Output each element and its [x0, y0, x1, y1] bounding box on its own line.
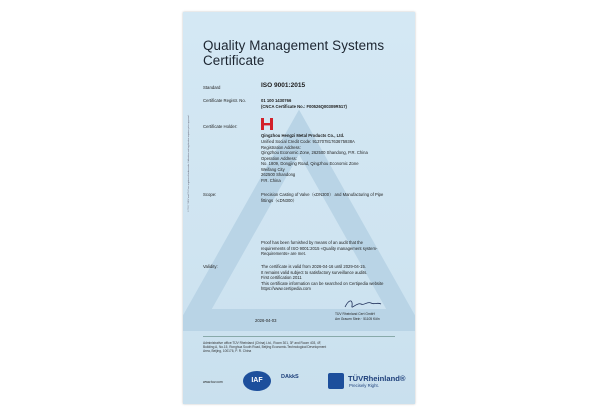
website-text: www.tuv.com: [203, 380, 223, 384]
issuer-line: Am Grauen Stein · 51105 Köln: [335, 317, 380, 321]
registr-value: 01 100 1430766: [261, 98, 292, 103]
footer-line: Administrative office:TÜV Rheinland (China) Ltd., Room 301, 3F and Room 403, 4F,: [203, 341, 322, 345]
validity-line: https://www.certipedia.com: [261, 286, 311, 291]
standard-label: Standard: [203, 85, 221, 90]
holder-line: 262500 Shandong: [261, 172, 296, 177]
footer-line: Building A, No.15, Ronghua South Road, Beijing Economic-Technological Development: [203, 345, 327, 350]
holder-line: P.R. China: [261, 177, 281, 183]
holder-line: Qingzhou Economic Zone, 262500 Shandong, P.R. China: [261, 150, 368, 155]
scope-line: fittings（≤DN300）: [261, 198, 297, 203]
signature-icon: [343, 298, 383, 310]
validity-label: Validity:: [203, 264, 218, 269]
scope-label: Scope:: [203, 192, 217, 197]
validity-line: The certificate is valid from 2026-04-16 until 2029-04-15.: [261, 264, 366, 269]
footer-line: Area, Beijing, 100176, P. R. China: [203, 349, 252, 354]
cnca-value: (CNCA Certificate No.: F00526Q00309R517): [261, 104, 347, 109]
hengzi-logo-icon: [261, 118, 273, 130]
holder-line: Registration Address:: [261, 144, 301, 150]
proof-line: Proof has been furnished by means of an audit that the: [261, 240, 363, 245]
holder-line: Unified Social Credit Code: 91370781763675938A: [261, 139, 355, 144]
logo-strip: [203, 368, 406, 398]
validity-line: This certificate information can be searched on Certipedia website: [261, 280, 384, 286]
holder-line: No. 1809, Dongjing Road, Qingzhou Economic Zone: [261, 161, 359, 166]
tuv-mark-icon: [328, 373, 344, 389]
scope-line: Precision Casting of Valve（≤DN300） and Manufacturing of Pipe: [261, 192, 384, 197]
dakks-logo-icon: DAkkS: [281, 374, 299, 380]
iaf-logo-icon: IAF: [243, 371, 271, 391]
issue-date: 2026-04-03: [255, 318, 277, 323]
title-line-1: Quality Management Systems: [203, 38, 385, 53]
proof-line: Requirements» are met.: [261, 251, 306, 256]
holder-label: Certificate Holder:: [203, 124, 238, 129]
issuer-line: TÜV Rheinland Cert GmbH: [335, 312, 375, 316]
footer-address: [203, 341, 395, 354]
standard-value: ISO 9001:2015: [261, 82, 306, 89]
validity-line: First certification 2011: [261, 275, 302, 280]
holder-line: Weifang City: [261, 166, 285, 172]
holder-name: Qingzhou Hengzi Metal Products Co., Ltd.: [261, 133, 345, 138]
validity-line: It remains valid subject to satisfactory surveillance audits.: [261, 269, 368, 275]
footer-divider: [203, 336, 395, 337]
tuv-brand-name: TÜVRheinland®: [348, 374, 406, 383]
registr-label: Certificate Registr. No.: [203, 98, 246, 103]
certificate-title: [203, 38, 384, 68]
certificate-sheet: [183, 12, 415, 404]
tuv-logo-icon: [328, 370, 412, 394]
proof-line: requirements of ISO 9001:2015 «Quality management system-: [261, 245, 378, 251]
title-line-2: Certificate: [203, 53, 265, 68]
side-print-code: © TÜV, TUEV and TUV are registered trademarks. Utilisation and application requires prior approval.: [188, 114, 190, 212]
holder-line: Operation Address:: [261, 155, 297, 161]
tuv-tagline: Precisely Right.: [349, 383, 379, 388]
